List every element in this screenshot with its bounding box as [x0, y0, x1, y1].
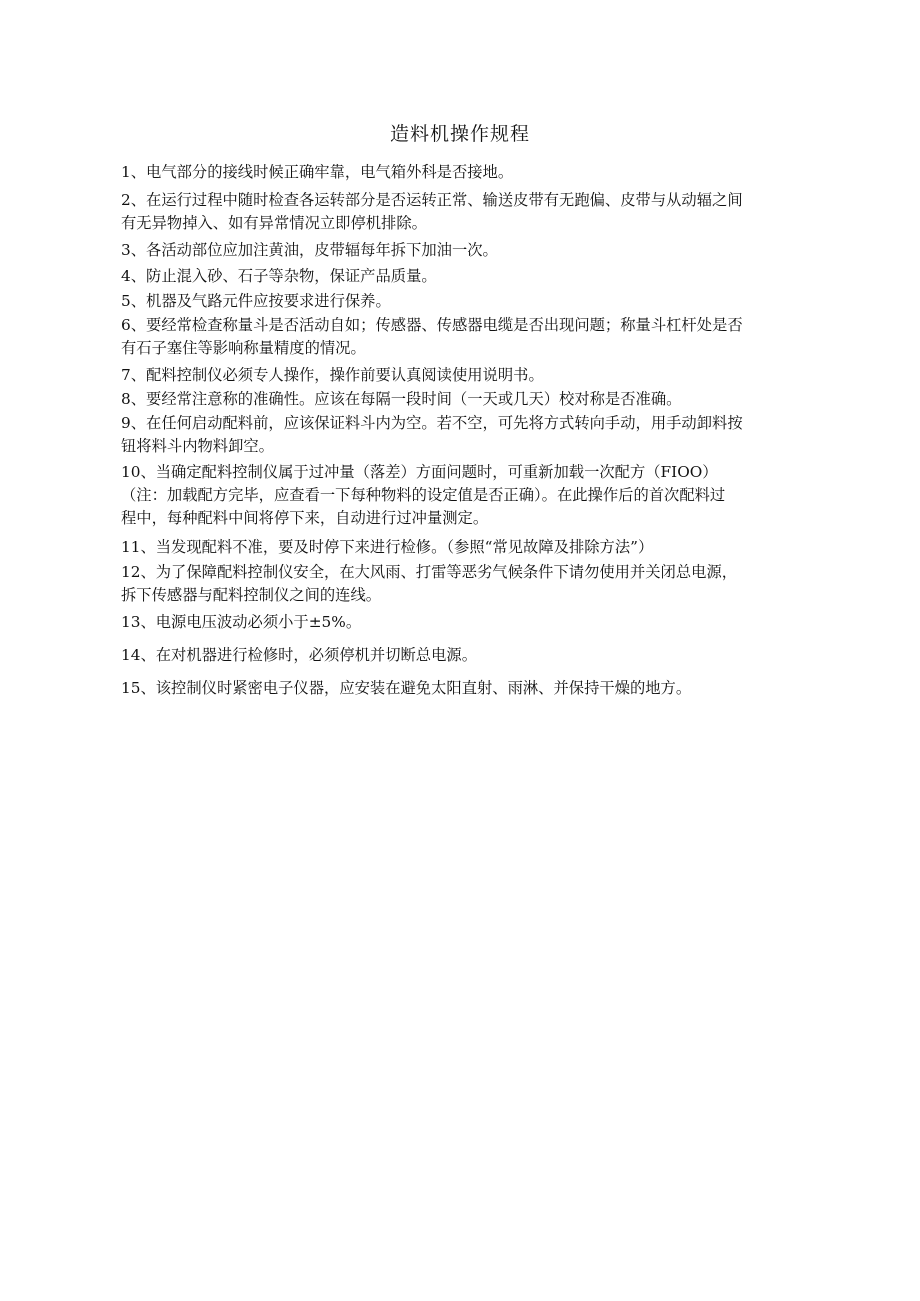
- rule-item-line: 有无异物掉入、如有异常情况立即停机排除。: [121, 214, 427, 232]
- document-title: 造料机操作规程: [389, 123, 530, 145]
- rule-item-line: 1、电气部分的接线时候正确牢靠，电气箱外科是否接地。: [121, 163, 514, 181]
- rule-item-10: [121, 461, 816, 530]
- rule-item-line: 5、机器及气路元件应按要求进行保养。: [121, 292, 391, 310]
- rule-item-6: [121, 314, 816, 360]
- rule-item-15: [121, 677, 816, 700]
- rule-item-line: 12、为了保障配料控制仪安全，在大风雨、打雷等恶劣气候条件下请勿使用并关闭总电源，: [121, 563, 738, 581]
- rule-item-line: （注：加载配方完毕，应查看一下每种物料的设定值是否正确）。在此操作后的首次配料过: [121, 486, 726, 504]
- rule-item-line: 15、该控制仪时紧密电子仪器，应安装在避免太阳直射、雨淋、并保持干燥的地方。: [121, 679, 692, 697]
- rule-item-11: [121, 536, 816, 559]
- rule-item-9: [121, 412, 816, 458]
- rule-item-line: 8、要经常注意称的准确性。应该在每隔一段时间（一天或几天）校对称是否准确。: [121, 390, 682, 408]
- rule-item-4: [121, 265, 816, 288]
- rule-item-5: [121, 290, 816, 313]
- rule-item-line: 程中，每种配料中间将停下来，自动进行过冲量测定。: [121, 509, 489, 527]
- rule-item-line: 10、当确定配料控制仪属于过冲量（落差）方面问题时，可重新加载一次配方（FIOO）: [121, 463, 718, 481]
- rule-item-line: 11、当发现配料不准，要及时停下来进行检修。（参照“常见故障及排除方法”）: [121, 538, 654, 556]
- rule-item-line: 9、在任何启动配料前，应该保证料斗内为空。若不空，可先将方式转向手动，用手动卸料按: [121, 414, 743, 432]
- rule-item-line: 6、要经常检查称量斗是否活动自如；传感器、传感器电缆是否出现问题；称量斗杠杆处是否: [121, 316, 743, 334]
- rule-item-3: [121, 239, 816, 262]
- rule-item-line: 3、各活动部位应加注黄油，皮带辐每年拆下加油一次。: [121, 241, 498, 259]
- rule-item-14: [121, 644, 816, 667]
- rule-item-8: [121, 388, 816, 411]
- rule-item-7: [121, 364, 816, 387]
- rule-item-line: 有石子塞住等影响称量精度的情况。: [121, 339, 366, 357]
- rule-item-line: 钮将料斗内物料卸空。: [121, 437, 274, 455]
- rule-item-2: [121, 189, 816, 235]
- rule-item-13: [121, 611, 816, 634]
- rule-item-line: 7、配料控制仪必须专人操作，操作前要认真阅读使用说明书。: [121, 366, 544, 384]
- rule-item-line: 拆下传感器与配料控制仪之间的连线。: [121, 586, 382, 604]
- rule-item-line: 14、在对机器进行检修时，必须停机并切断总电源。: [121, 646, 477, 664]
- rule-item-1: [121, 161, 816, 184]
- rule-item-line: 13、电源电压波动必须小于±5%。: [121, 613, 362, 631]
- rule-item-line: 2、在运行过程中随时检查各运转部分是否运转正常、输送皮带有无跑偏、皮带与从动辐之间: [121, 191, 743, 209]
- rule-item-12: [121, 561, 816, 607]
- rule-item-line: 4、防止混入砂、石子等杂物，保证产品质量。: [121, 267, 437, 285]
